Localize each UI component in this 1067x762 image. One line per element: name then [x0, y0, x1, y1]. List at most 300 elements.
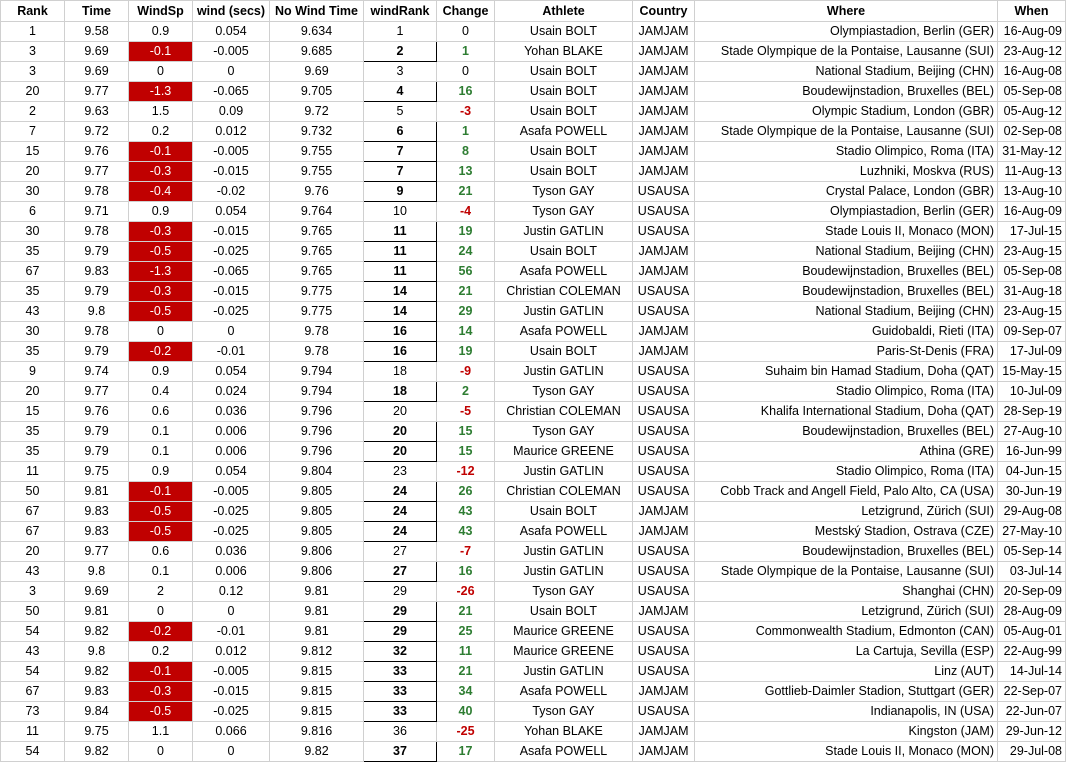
- cell-athlete[interactable]: Justin GATLIN: [495, 302, 633, 322]
- cell-rank[interactable]: 30: [1, 322, 65, 342]
- cell-change[interactable]: 26: [437, 482, 495, 502]
- cell-time[interactable]: 9.63: [65, 102, 129, 122]
- cell-wind-secs[interactable]: -0.015: [193, 222, 270, 242]
- cell-where[interactable]: Letzigrund, Zürich (SUI): [695, 602, 998, 622]
- table-row[interactable]: [1, 282, 1066, 302]
- table-row[interactable]: [1, 242, 1066, 262]
- cell-windrank[interactable]: 36: [364, 722, 437, 742]
- cell-rank[interactable]: 43: [1, 562, 65, 582]
- cell-athlete[interactable]: Asafa POWELL: [495, 742, 633, 762]
- cell-where[interactable]: Paris-St-Denis (FRA): [695, 342, 998, 362]
- cell-time[interactable]: 9.74: [65, 362, 129, 382]
- cell-country[interactable]: USAUSA: [633, 462, 695, 482]
- cell-windrank[interactable]: 3: [364, 62, 437, 82]
- cell-windsp[interactable]: -0.1: [129, 142, 193, 162]
- column-header-rank[interactable]: Rank: [1, 1, 65, 22]
- cell-rank[interactable]: 3: [1, 582, 65, 602]
- cell-time[interactable]: 9.79: [65, 442, 129, 462]
- cell-wind-secs[interactable]: -0.015: [193, 162, 270, 182]
- cell-when[interactable]: 09-Sep-07: [998, 322, 1066, 342]
- cell-time[interactable]: 9.72: [65, 122, 129, 142]
- column-header-windsp[interactable]: WindSp: [129, 1, 193, 22]
- cell-windsp[interactable]: 0: [129, 602, 193, 622]
- cell-athlete[interactable]: Tyson GAY: [495, 182, 633, 202]
- cell-change[interactable]: 14: [437, 322, 495, 342]
- cell-country[interactable]: USAUSA: [633, 622, 695, 642]
- cell-no-wind-time[interactable]: 9.76: [270, 182, 364, 202]
- cell-windsp[interactable]: 0.2: [129, 122, 193, 142]
- cell-change[interactable]: 21: [437, 282, 495, 302]
- cell-windsp[interactable]: 0.1: [129, 562, 193, 582]
- cell-athlete[interactable]: Justin GATLIN: [495, 222, 633, 242]
- cell-change[interactable]: 0: [437, 22, 495, 42]
- cell-athlete[interactable]: Maurice GREENE: [495, 622, 633, 642]
- cell-where[interactable]: Stadio Olimpico, Roma (ITA): [695, 462, 998, 482]
- cell-rank[interactable]: 35: [1, 442, 65, 462]
- cell-athlete[interactable]: Asafa POWELL: [495, 122, 633, 142]
- cell-where[interactable]: National Stadium, Beijing (CHN): [695, 62, 998, 82]
- cell-time[interactable]: 9.77: [65, 162, 129, 182]
- table-row[interactable]: [1, 582, 1066, 602]
- cell-windsp[interactable]: -0.1: [129, 42, 193, 62]
- cell-when[interactable]: 05-Aug-01: [998, 622, 1066, 642]
- cell-wind-secs[interactable]: 0.054: [193, 22, 270, 42]
- column-header-where[interactable]: Where: [695, 1, 998, 22]
- cell-when[interactable]: 27-Aug-10: [998, 422, 1066, 442]
- cell-time[interactable]: 9.83: [65, 682, 129, 702]
- cell-wind-secs[interactable]: 0.006: [193, 442, 270, 462]
- cell-no-wind-time[interactable]: 9.815: [270, 702, 364, 722]
- cell-windsp[interactable]: 0: [129, 62, 193, 82]
- cell-wind-secs[interactable]: 0: [193, 62, 270, 82]
- cell-when[interactable]: 16-Jun-99: [998, 442, 1066, 462]
- cell-athlete[interactable]: Usain BOLT: [495, 82, 633, 102]
- cell-country[interactable]: USAUSA: [633, 282, 695, 302]
- cell-athlete[interactable]: Usain BOLT: [495, 602, 633, 622]
- cell-wind-secs[interactable]: -0.01: [193, 342, 270, 362]
- cell-when[interactable]: 05-Sep-08: [998, 82, 1066, 102]
- cell-rank[interactable]: 50: [1, 482, 65, 502]
- cell-time[interactable]: 9.79: [65, 282, 129, 302]
- cell-rank[interactable]: 35: [1, 422, 65, 442]
- cell-windrank[interactable]: 20: [364, 402, 437, 422]
- table-row[interactable]: [1, 142, 1066, 162]
- cell-rank[interactable]: 20: [1, 542, 65, 562]
- cell-athlete[interactable]: Yohan BLAKE: [495, 722, 633, 742]
- cell-windrank[interactable]: 33: [364, 662, 437, 682]
- cell-rank[interactable]: 11: [1, 722, 65, 742]
- cell-country[interactable]: JAMJAM: [633, 602, 695, 622]
- table-row[interactable]: [1, 702, 1066, 722]
- cell-rank[interactable]: 30: [1, 222, 65, 242]
- cell-country[interactable]: JAMJAM: [633, 22, 695, 42]
- cell-athlete[interactable]: Usain BOLT: [495, 102, 633, 122]
- cell-windrank[interactable]: 29: [364, 602, 437, 622]
- cell-wind-secs[interactable]: -0.02: [193, 182, 270, 202]
- cell-windsp[interactable]: 0.9: [129, 462, 193, 482]
- cell-athlete[interactable]: Justin GATLIN: [495, 462, 633, 482]
- cell-where[interactable]: Indianapolis, IN (USA): [695, 702, 998, 722]
- cell-country[interactable]: JAMJAM: [633, 322, 695, 342]
- cell-wind-secs[interactable]: 0.012: [193, 642, 270, 662]
- cell-windsp[interactable]: -0.2: [129, 342, 193, 362]
- cell-change[interactable]: 16: [437, 82, 495, 102]
- cell-time[interactable]: 9.83: [65, 502, 129, 522]
- cell-time[interactable]: 9.79: [65, 342, 129, 362]
- cell-athlete[interactable]: Christian COLEMAN: [495, 482, 633, 502]
- cell-when[interactable]: 10-Jul-09: [998, 382, 1066, 402]
- cell-athlete[interactable]: Tyson GAY: [495, 582, 633, 602]
- table-row[interactable]: [1, 742, 1066, 762]
- cell-when[interactable]: 28-Aug-09: [998, 602, 1066, 622]
- cell-time[interactable]: 9.69: [65, 42, 129, 62]
- cell-rank[interactable]: 11: [1, 462, 65, 482]
- cell-wind-secs[interactable]: 0.006: [193, 422, 270, 442]
- cell-no-wind-time[interactable]: 9.634: [270, 22, 364, 42]
- table-row[interactable]: [1, 482, 1066, 502]
- cell-no-wind-time[interactable]: 9.81: [270, 622, 364, 642]
- cell-rank[interactable]: 20: [1, 382, 65, 402]
- cell-windrank[interactable]: 2: [364, 42, 437, 62]
- table-row[interactable]: [1, 122, 1066, 142]
- cell-where[interactable]: Boudewijnstadion, Bruxelles (BEL): [695, 262, 998, 282]
- cell-when[interactable]: 16-Aug-09: [998, 202, 1066, 222]
- cell-windsp[interactable]: 0.6: [129, 402, 193, 422]
- cell-where[interactable]: Boudewijnstadion, Bruxelles (BEL): [695, 82, 998, 102]
- cell-athlete[interactable]: Asafa POWELL: [495, 522, 633, 542]
- cell-athlete[interactable]: Maurice GREENE: [495, 442, 633, 462]
- cell-no-wind-time[interactable]: 9.765: [270, 242, 364, 262]
- cell-time[interactable]: 9.71: [65, 202, 129, 222]
- cell-windrank[interactable]: 4: [364, 82, 437, 102]
- cell-country[interactable]: USAUSA: [633, 562, 695, 582]
- cell-when[interactable]: 15-May-15: [998, 362, 1066, 382]
- cell-change[interactable]: 25: [437, 622, 495, 642]
- cell-time[interactable]: 9.81: [65, 602, 129, 622]
- cell-rank[interactable]: 30: [1, 182, 65, 202]
- cell-no-wind-time[interactable]: 9.755: [270, 142, 364, 162]
- cell-when[interactable]: 05-Sep-14: [998, 542, 1066, 562]
- cell-change[interactable]: 1: [437, 122, 495, 142]
- cell-windrank[interactable]: 20: [364, 422, 437, 442]
- table-row[interactable]: [1, 322, 1066, 342]
- cell-athlete[interactable]: Tyson GAY: [495, 422, 633, 442]
- cell-windrank[interactable]: 18: [364, 382, 437, 402]
- cell-windsp[interactable]: -0.3: [129, 282, 193, 302]
- cell-wind-secs[interactable]: 0.054: [193, 362, 270, 382]
- cell-country[interactable]: USAUSA: [633, 662, 695, 682]
- cell-wind-secs[interactable]: -0.015: [193, 282, 270, 302]
- cell-no-wind-time[interactable]: 9.775: [270, 282, 364, 302]
- cell-athlete[interactable]: Justin GATLIN: [495, 562, 633, 582]
- cell-wind-secs[interactable]: -0.025: [193, 242, 270, 262]
- cell-athlete[interactable]: Justin GATLIN: [495, 542, 633, 562]
- cell-no-wind-time[interactable]: 9.81: [270, 602, 364, 622]
- cell-time[interactable]: 9.79: [65, 242, 129, 262]
- cell-when[interactable]: 22-Jun-07: [998, 702, 1066, 722]
- cell-rank[interactable]: 20: [1, 82, 65, 102]
- cell-rank[interactable]: 43: [1, 642, 65, 662]
- cell-where[interactable]: Guidobaldi, Rieti (ITA): [695, 322, 998, 342]
- cell-where[interactable]: Commonwealth Stadium, Edmonton (CAN): [695, 622, 998, 642]
- table-row[interactable]: [1, 262, 1066, 282]
- cell-windrank[interactable]: 20: [364, 442, 437, 462]
- cell-change[interactable]: 19: [437, 222, 495, 242]
- cell-windsp[interactable]: -1.3: [129, 82, 193, 102]
- cell-athlete[interactable]: Usain BOLT: [495, 62, 633, 82]
- cell-where[interactable]: Boudewijnstadion, Bruxelles (BEL): [695, 542, 998, 562]
- cell-country[interactable]: USAUSA: [633, 302, 695, 322]
- cell-windsp[interactable]: -0.3: [129, 682, 193, 702]
- table-row[interactable]: [1, 62, 1066, 82]
- cell-athlete[interactable]: Asafa POWELL: [495, 262, 633, 282]
- cell-windsp[interactable]: -0.4: [129, 182, 193, 202]
- cell-country[interactable]: JAMJAM: [633, 82, 695, 102]
- table-row[interactable]: [1, 362, 1066, 382]
- cell-windsp[interactable]: -0.5: [129, 302, 193, 322]
- cell-windrank[interactable]: 27: [364, 542, 437, 562]
- cell-rank[interactable]: 67: [1, 262, 65, 282]
- cell-no-wind-time[interactable]: 9.805: [270, 502, 364, 522]
- cell-time[interactable]: 9.75: [65, 722, 129, 742]
- cell-time[interactable]: 9.77: [65, 82, 129, 102]
- cell-windsp[interactable]: -1.3: [129, 262, 193, 282]
- cell-windsp[interactable]: 0: [129, 322, 193, 342]
- cell-where[interactable]: Stade Louis II, Monaco (MON): [695, 742, 998, 762]
- table-row[interactable]: [1, 302, 1066, 322]
- cell-when[interactable]: 29-Jul-08: [998, 742, 1066, 762]
- cell-rank[interactable]: 73: [1, 702, 65, 722]
- table-row[interactable]: [1, 182, 1066, 202]
- cell-rank[interactable]: 9: [1, 362, 65, 382]
- cell-wind-secs[interactable]: -0.005: [193, 42, 270, 62]
- cell-time[interactable]: 9.8: [65, 562, 129, 582]
- cell-country[interactable]: USAUSA: [633, 642, 695, 662]
- cell-time[interactable]: 9.76: [65, 142, 129, 162]
- cell-wind-secs[interactable]: 0: [193, 602, 270, 622]
- cell-time[interactable]: 9.79: [65, 422, 129, 442]
- cell-windrank[interactable]: 1: [364, 22, 437, 42]
- cell-athlete[interactable]: Usain BOLT: [495, 502, 633, 522]
- cell-where[interactable]: Athina (GRE): [695, 442, 998, 462]
- cell-rank[interactable]: 15: [1, 402, 65, 422]
- cell-change[interactable]: 40: [437, 702, 495, 722]
- cell-no-wind-time[interactable]: 9.72: [270, 102, 364, 122]
- cell-time[interactable]: 9.82: [65, 662, 129, 682]
- cell-time[interactable]: 9.58: [65, 22, 129, 42]
- cell-rank[interactable]: 67: [1, 522, 65, 542]
- cell-when[interactable]: 31-Aug-18: [998, 282, 1066, 302]
- cell-no-wind-time[interactable]: 9.796: [270, 422, 364, 442]
- column-header-no-wind-time[interactable]: No Wind Time: [270, 1, 364, 22]
- cell-country[interactable]: JAMJAM: [633, 722, 695, 742]
- cell-wind-secs[interactable]: -0.065: [193, 262, 270, 282]
- cell-windrank[interactable]: 37: [364, 742, 437, 762]
- cell-where[interactable]: Stade Louis II, Monaco (MON): [695, 222, 998, 242]
- cell-change[interactable]: 34: [437, 682, 495, 702]
- cell-wind-secs[interactable]: 0.036: [193, 402, 270, 422]
- cell-where[interactable]: Crystal Palace, London (GBR): [695, 182, 998, 202]
- cell-windsp[interactable]: 0.6: [129, 542, 193, 562]
- cell-windsp[interactable]: 0.9: [129, 362, 193, 382]
- cell-country[interactable]: JAMJAM: [633, 502, 695, 522]
- table-row[interactable]: [1, 502, 1066, 522]
- cell-windrank[interactable]: 24: [364, 522, 437, 542]
- cell-wind-secs[interactable]: 0.036: [193, 542, 270, 562]
- column-header-when[interactable]: When: [998, 1, 1066, 22]
- column-header-change[interactable]: Change: [437, 1, 495, 22]
- table-row[interactable]: [1, 222, 1066, 242]
- cell-time[interactable]: 9.82: [65, 622, 129, 642]
- cell-windrank[interactable]: 14: [364, 282, 437, 302]
- table-row[interactable]: [1, 82, 1066, 102]
- cell-wind-secs[interactable]: -0.015: [193, 682, 270, 702]
- cell-windrank[interactable]: 16: [364, 322, 437, 342]
- cell-when[interactable]: 14-Jul-14: [998, 662, 1066, 682]
- cell-rank[interactable]: 35: [1, 242, 65, 262]
- table-row[interactable]: [1, 342, 1066, 362]
- column-header-windrank[interactable]: windRank: [364, 1, 437, 22]
- cell-when[interactable]: 03-Jul-14: [998, 562, 1066, 582]
- table-row[interactable]: [1, 622, 1066, 642]
- cell-no-wind-time[interactable]: 9.82: [270, 742, 364, 762]
- cell-windrank[interactable]: 27: [364, 562, 437, 582]
- table-row[interactable]: [1, 642, 1066, 662]
- cell-wind-secs[interactable]: -0.025: [193, 502, 270, 522]
- cell-rank[interactable]: 50: [1, 602, 65, 622]
- table-row[interactable]: [1, 522, 1066, 542]
- cell-rank[interactable]: 20: [1, 162, 65, 182]
- cell-wind-secs[interactable]: 0: [193, 322, 270, 342]
- cell-windrank[interactable]: 32: [364, 642, 437, 662]
- cell-country[interactable]: USAUSA: [633, 542, 695, 562]
- cell-change[interactable]: 29: [437, 302, 495, 322]
- cell-when[interactable]: 17-Jul-15: [998, 222, 1066, 242]
- cell-where[interactable]: Linz (AUT): [695, 662, 998, 682]
- cell-athlete[interactable]: Tyson GAY: [495, 382, 633, 402]
- cell-no-wind-time[interactable]: 9.705: [270, 82, 364, 102]
- cell-windsp[interactable]: -0.5: [129, 702, 193, 722]
- cell-no-wind-time[interactable]: 9.805: [270, 482, 364, 502]
- cell-time[interactable]: 9.82: [65, 742, 129, 762]
- cell-change[interactable]: 15: [437, 422, 495, 442]
- cell-no-wind-time[interactable]: 9.78: [270, 342, 364, 362]
- cell-windrank[interactable]: 7: [364, 162, 437, 182]
- cell-country[interactable]: JAMJAM: [633, 262, 695, 282]
- cell-windsp[interactable]: -0.1: [129, 662, 193, 682]
- cell-time[interactable]: 9.78: [65, 182, 129, 202]
- cell-rank[interactable]: 2: [1, 102, 65, 122]
- table-row[interactable]: [1, 442, 1066, 462]
- cell-change[interactable]: 0: [437, 62, 495, 82]
- cell-windrank[interactable]: 10: [364, 202, 437, 222]
- cell-no-wind-time[interactable]: 9.81: [270, 582, 364, 602]
- cell-country[interactable]: USAUSA: [633, 202, 695, 222]
- cell-windsp[interactable]: -0.1: [129, 482, 193, 502]
- table-row[interactable]: [1, 602, 1066, 622]
- cell-wind-secs[interactable]: -0.005: [193, 482, 270, 502]
- cell-when[interactable]: 27-May-10: [998, 522, 1066, 542]
- cell-where[interactable]: Stade Olympique de la Pontaise, Lausanne (SUI): [695, 42, 998, 62]
- cell-time[interactable]: 9.69: [65, 62, 129, 82]
- column-header-country[interactable]: Country: [633, 1, 695, 22]
- cell-athlete[interactable]: Usain BOLT: [495, 22, 633, 42]
- cell-when[interactable]: 29-Jun-12: [998, 722, 1066, 742]
- cell-when[interactable]: 11-Aug-13: [998, 162, 1066, 182]
- cell-no-wind-time[interactable]: 9.812: [270, 642, 364, 662]
- cell-no-wind-time[interactable]: 9.765: [270, 262, 364, 282]
- cell-change[interactable]: 43: [437, 502, 495, 522]
- cell-change[interactable]: 2: [437, 382, 495, 402]
- cell-rank[interactable]: 67: [1, 682, 65, 702]
- cell-country[interactable]: JAMJAM: [633, 162, 695, 182]
- cell-windrank[interactable]: 33: [364, 682, 437, 702]
- cell-windrank[interactable]: 6: [364, 122, 437, 142]
- cell-athlete[interactable]: Yohan BLAKE: [495, 42, 633, 62]
- cell-time[interactable]: 9.77: [65, 382, 129, 402]
- cell-no-wind-time[interactable]: 9.815: [270, 682, 364, 702]
- cell-change[interactable]: -26: [437, 582, 495, 602]
- cell-change[interactable]: -5: [437, 402, 495, 422]
- cell-change[interactable]: 8: [437, 142, 495, 162]
- cell-wind-secs[interactable]: 0.024: [193, 382, 270, 402]
- cell-windsp[interactable]: 0.1: [129, 442, 193, 462]
- table-row[interactable]: [1, 662, 1066, 682]
- cell-rank[interactable]: 35: [1, 282, 65, 302]
- cell-when[interactable]: 13-Aug-10: [998, 182, 1066, 202]
- cell-change[interactable]: 21: [437, 662, 495, 682]
- cell-when[interactable]: 23-Aug-12: [998, 42, 1066, 62]
- table-row[interactable]: [1, 682, 1066, 702]
- cell-change[interactable]: -12: [437, 462, 495, 482]
- cell-time[interactable]: 9.75: [65, 462, 129, 482]
- cell-rank[interactable]: 3: [1, 62, 65, 82]
- cell-country[interactable]: JAMJAM: [633, 342, 695, 362]
- cell-country[interactable]: JAMJAM: [633, 42, 695, 62]
- cell-when[interactable]: 22-Sep-07: [998, 682, 1066, 702]
- cell-windrank[interactable]: 16: [364, 342, 437, 362]
- cell-windrank[interactable]: 33: [364, 702, 437, 722]
- cell-wind-secs[interactable]: 0.054: [193, 202, 270, 222]
- cell-country[interactable]: USAUSA: [633, 442, 695, 462]
- cell-country[interactable]: JAMJAM: [633, 62, 695, 82]
- cell-wind-secs[interactable]: 0.12: [193, 582, 270, 602]
- cell-rank[interactable]: 15: [1, 142, 65, 162]
- cell-rank[interactable]: 43: [1, 302, 65, 322]
- table-row[interactable]: [1, 542, 1066, 562]
- cell-windrank[interactable]: 24: [364, 502, 437, 522]
- cell-country[interactable]: USAUSA: [633, 182, 695, 202]
- cell-no-wind-time[interactable]: 9.732: [270, 122, 364, 142]
- cell-change[interactable]: 15: [437, 442, 495, 462]
- cell-windrank[interactable]: 11: [364, 262, 437, 282]
- cell-time[interactable]: 9.69: [65, 582, 129, 602]
- cell-windrank[interactable]: 9: [364, 182, 437, 202]
- cell-time[interactable]: 9.78: [65, 322, 129, 342]
- cell-country[interactable]: JAMJAM: [633, 742, 695, 762]
- cell-time[interactable]: 9.83: [65, 262, 129, 282]
- cell-athlete[interactable]: Justin GATLIN: [495, 662, 633, 682]
- cell-where[interactable]: Stade Olympique de la Pontaise, Lausanne (SUI): [695, 122, 998, 142]
- cell-no-wind-time[interactable]: 9.796: [270, 442, 364, 462]
- cell-where[interactable]: Boudewijnstadion, Bruxelles (BEL): [695, 282, 998, 302]
- cell-change[interactable]: 43: [437, 522, 495, 542]
- cell-change[interactable]: 21: [437, 602, 495, 622]
- cell-time[interactable]: 9.81: [65, 482, 129, 502]
- cell-wind-secs[interactable]: 0.054: [193, 462, 270, 482]
- cell-country[interactable]: JAMJAM: [633, 102, 695, 122]
- cell-country[interactable]: USAUSA: [633, 222, 695, 242]
